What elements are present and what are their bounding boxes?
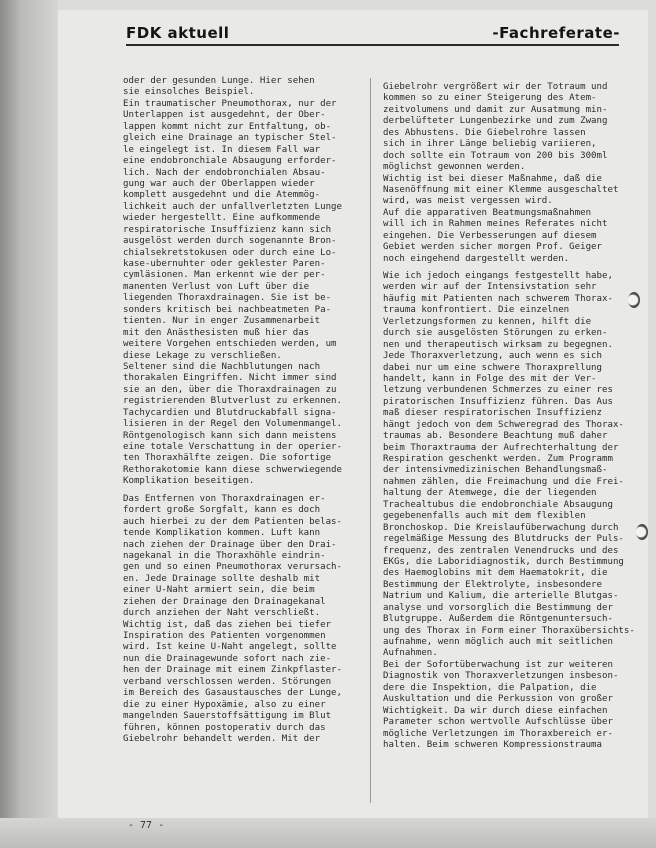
text-line: nun die Drainagewunde sofort nach zie- [123, 653, 332, 664]
text-line: gleich eine Drainage an typischer Stel- [123, 133, 337, 144]
text-line: nagekanal in die Thoraxhöhle eindrin- [123, 550, 326, 561]
text-line: der intensivmedizinischen Behandlungsmaß- [383, 465, 608, 476]
header-rule [126, 44, 619, 46]
text-line: kase-ubernuhter oder geklester Paren- [123, 259, 326, 269]
page-number: - 77 - [128, 820, 165, 831]
text-line: lisieren in der Regel den Volumenmangel. [123, 419, 342, 430]
text-line: häufig mit Patienten nach schwerem Thorax- [383, 293, 613, 304]
text-line: sie an den, über die Thoraxdrainagen zu [123, 384, 337, 395]
text-line: verband verschlossen werden. Störungen [123, 676, 332, 687]
text-line: traumas ab. Besondere Beachtung muß daher [383, 431, 608, 442]
text-line: manenten Verlust von Luft über die [123, 281, 310, 292]
text-line: cymläsionen. Man erkennt wie der per- [123, 270, 326, 281]
text-line: tienten. Nur in enger Zusammenarbeit [123, 316, 321, 327]
left-text-column [123, 76, 355, 745]
text-line: nahmen zählen, die Freimachung und die Frei- [383, 476, 624, 487]
text-line: derbelüfteter Lungenbezirke und zum Zwang [383, 116, 608, 127]
text-line: eine totale Verschattung in der operier- [123, 442, 342, 452]
text-line: aufnahme, wenn möglich auch mit seitlichen [383, 637, 613, 647]
text-line: Seltener sind die Nachblutungen nach [123, 361, 321, 372]
text-line: mögliche Verletzungen im Thoraxbereich er- [383, 728, 613, 739]
text-line: Wie ich jedoch eingangs festgestellt habe, [383, 271, 613, 281]
text-line: hängt jedoch von dem Schweregrad des Thorax- [383, 419, 624, 430]
column-divider [370, 78, 371, 803]
text-line: nen und therapeutisch wirksam zu begegnen. [383, 339, 613, 350]
text-line: Bestimmung der Elektrolyte, insbesondere [383, 579, 602, 590]
text-line: zeitvolumens und damit zur Ausatmung min- [383, 104, 608, 115]
text-line: die zu einer Hypoxämie, also zu einer [123, 699, 326, 710]
text-line: haltung der Atemwege, die der liegenden [383, 488, 597, 499]
page-header [70, 0, 648, 50]
header-left-title: FDK aktuell [126, 24, 230, 42]
text-line: Bronchoskop. Die Kreislaufüberwachung durch [383, 522, 619, 533]
text-line: doch sollte ein Totraum von 200 bis 300ml [383, 150, 608, 161]
text-line: durch anziehen der Naht verschließt. [123, 608, 321, 619]
text-line: Gebiet werden sicher morgen Prof. Geiger [383, 242, 602, 253]
text-line: eingehen. Die Verbesserungen auf diesem [383, 230, 597, 241]
text-line: Auf die apparativen Beatmungsmaßnahmen [383, 207, 592, 218]
text-line: le eingelegt ist. In diesem Fall war [123, 144, 321, 155]
text-line: wird, was meist vergessen wird. [383, 196, 553, 207]
text-line: chialsekretstokusen oder durch eine Lo- [123, 247, 337, 258]
text-line: fordert große Sorgfalt, kann es doch [123, 505, 321, 516]
text-line: Wichtig ist, daß das ziehen bei tiefer [123, 619, 332, 630]
text-line: führen, können postoperativ durch das [123, 722, 326, 733]
text-line: Verletzungsformen zu kennen, hilft die [383, 316, 592, 327]
text-line: Nasenöffnung mit einer Klemme ausgeschaltet [383, 184, 619, 195]
text-line: Komplikation beseitigen. [123, 476, 255, 487]
text-line: des Haemoglobins mit dem Haematokrit, die [383, 568, 608, 579]
text-line: Jede Thoraxverletzung, auch wenn es sich [383, 351, 602, 362]
text-line: Respiration geschenkt werden. Zum Programm [383, 454, 613, 464]
text-line: EKGs, die Laboridiagnostik, durch Bestimmung [383, 556, 624, 567]
text-line: Wichtigkeit. Da wir durch diese einfachen [383, 705, 608, 716]
text-line: Aufnahmen. [383, 648, 438, 659]
text-line: handelt, kann in Folge des mit der Ver- [383, 373, 597, 384]
text-line: lichkeit auch der unfallverletzten Lunge [123, 201, 342, 212]
text-line: oder der gesunden Lunge. Hier sehen [123, 76, 315, 86]
text-line: frequenz, des zentralen Venendrucks und des [383, 545, 619, 556]
text-line: wird. Ist keine U-Naht angelegt, sollte [123, 642, 337, 653]
text-line: sie einsolches Beispiel. [123, 87, 255, 98]
text-line: analyse und vorsorglich die Bestimmung der [383, 602, 613, 613]
text-line: ausgelöst werden durch sogenannte Bron- [123, 236, 337, 247]
text-line: beim Thoraxtrauma der Aufrechterhaltung der [383, 442, 619, 453]
text-line: Unterlappen ist ausgedehnt, der Ober- [123, 110, 326, 121]
text-line: des Abhustens. Die Giebelrohre lassen [383, 127, 586, 138]
text-line: dere die Inspektion, die Palpation, die [383, 682, 597, 693]
text-line: Diagnostik von Thoraxverletzungen insbeson- [383, 671, 619, 682]
text-line: piratorischen Insuffizienz führen. Das Aus [383, 396, 613, 407]
text-line: einer U-Naht armiert sein, die beim [123, 585, 315, 596]
text-line: tende Komplikation kommen. Luft kann [123, 528, 321, 539]
text-line: mit den Anästhesisten muß hier das [123, 327, 310, 338]
text-line: Rethorakotomie kann diese schwerwiegende [123, 464, 342, 475]
text-line: hen der Drainage mit einem Zinkpflaster- [123, 665, 342, 676]
text-line: Das Entfernen von Thoraxdrainagen er- [123, 493, 326, 504]
header-right-title: -Fachreferate- [492, 24, 620, 42]
text-line: ziehen der Drainage den Drainagekanal [123, 596, 326, 607]
scan-bottom-edge [0, 818, 656, 848]
text-line: mangelnden Sauerstoffsättigung im Blut [123, 711, 332, 722]
text-line: gegebenenfalls auch mit dem flexiblen [383, 511, 586, 522]
text-line: Röntgenologisch kann sich dann meistens [123, 430, 337, 441]
text-line: thorakalen Eingriffen. Nicht immer sind [123, 373, 337, 384]
punch-hole-bottom [636, 524, 648, 540]
text-line: nach ziehen der Drainage über den Drai- [123, 539, 337, 550]
text-line: maß dieser respiratorischen Insuffizienz [383, 408, 602, 419]
text-line: gen und so einen Pneumothorax verursach- [123, 562, 342, 573]
text-line: will ich in Rahmen meines Referates nicht [383, 219, 608, 230]
text-line: durch sie ausgelösten Störungen zu erken- [383, 328, 608, 339]
text-line: wieder hergestellt. Eine aufkommende [123, 213, 321, 224]
text-line: Tachycardien und Blutdruckabfall signa- [123, 407, 337, 418]
right-text-column [383, 82, 638, 751]
text-line: Ein traumatischer Pneumothorax, nur der [123, 98, 337, 109]
text-line: sich in ihrer Länge beliebig variieren, [383, 139, 597, 150]
text-line: Giebelrohr vergrößert wir der Totraum und [383, 82, 608, 92]
text-line: Trachealtubus die endobronchiale Absaugung [383, 499, 613, 510]
text-line: werden wir auf der Intensivstation sehr [383, 282, 597, 293]
text-line: im Bereich des Gasaustausches der Lunge, [123, 688, 342, 699]
text-line: eine endobronchiale Absaugung erforder- [123, 156, 337, 167]
text-line: letzung verbundenen Schmerzes zu einer res [383, 385, 613, 396]
text-line: Blutgruppe. Außerdem die Röntgenuntersuch- [383, 614, 613, 625]
text-line: gung war auch der Oberlappen wieder [123, 178, 315, 189]
punch-hole-top [628, 292, 640, 308]
text-line: Parameter schon wertvolle Aufschlüsse über [383, 717, 613, 728]
text-line: dabei nur um eine schwere Thoraxprellung [383, 362, 602, 373]
text-line: respiratorische Insuffizienz kann sich [123, 224, 332, 235]
text-line: en. Jede Drainage sollte deshalb mit [123, 573, 321, 584]
scan-shadow-edge [0, 0, 58, 848]
text-line: Inspiration des Patienten vorgenommen [123, 631, 326, 641]
text-line: weitere Vorgehen entschieden werden, um [123, 339, 337, 350]
text-line: Wichtig ist bei dieser Maßnahme, daß die [383, 173, 602, 184]
text-line: regelmäßige Messung des Blutdrucks der Puls- [383, 534, 624, 545]
text-line: lappen kommt nicht zur Entfaltung, ob- [123, 121, 332, 132]
text-line: Natrium und Kalium, die arterielle Blutgas- [383, 591, 619, 602]
text-line: möglichst gewonnen werden. [383, 162, 526, 173]
text-line: noch eingehend dargestellt werden. [383, 253, 570, 264]
text-line: trauma konfrontiert. Die einzelnen [383, 305, 570, 316]
text-line: auch hierbei zu der dem Patienten belas- [123, 516, 342, 527]
text-line: Auskultation und die Perkussion von großer [383, 694, 613, 705]
text-line: liegenden Thoraxdrainagen. Sie ist be- [123, 293, 332, 304]
text-line: halten. Beim schweren Kompressionstrauma [383, 739, 602, 750]
text-line: lich. Nach der endobronchialen Absau- [123, 167, 326, 178]
text-line: registrierenden Blutverlust zu erkennen. [123, 396, 342, 407]
text-line: ung des Thorax in Form einer Thoraxübersichts- [383, 625, 635, 636]
text-line: Giebelrohr behandelt werden. Mit der [123, 733, 321, 744]
text-line: kommen so zu einer Steigerung des Atem- [383, 93, 597, 104]
text-line: sonders kritisch bei nachbeatmeten Pa- [123, 304, 332, 315]
text-line: diese Lekage zu verschließen. [123, 350, 282, 361]
text-line: ten Thoraxhälfte zeigen. Die sofortige [123, 453, 332, 464]
text-line: komplett ausgedehnt und die Atemmög- [123, 190, 321, 201]
text-line: Bei der Sofortüberwachung ist zur weiteren [383, 659, 613, 670]
